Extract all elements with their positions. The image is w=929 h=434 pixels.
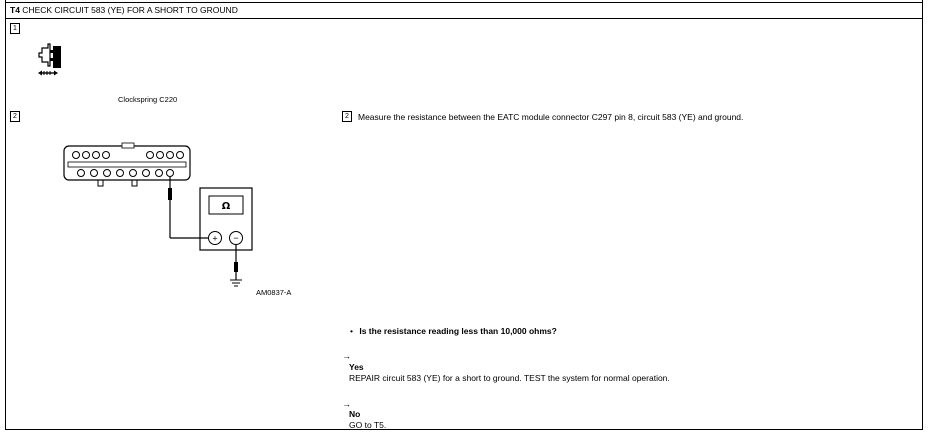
bullet: • — [350, 326, 353, 336]
meter-symbol: Ω — [221, 201, 231, 212]
test-lead — [168, 177, 208, 238]
step-table — [5, 0, 923, 430]
question-text: Is the resistance reading less than 10,000 ohms? — [359, 326, 557, 336]
multimeter-icon — [200, 188, 252, 250]
answer-yes-label: Yes — [349, 362, 364, 372]
answer-no-text: GO to T5. — [349, 420, 387, 430]
instruction-text: Measure the resistance between the EATC module connector C297 pin 8, circuit 583 (YE) and ground. — [358, 112, 744, 122]
ground-icon — [230, 280, 242, 286]
figure-caption: Clockspring C220 — [118, 95, 178, 104]
answer-yes-text: REPAIR circuit 583 (YE) for a short to ground. TEST the system for normal operation. — [349, 373, 670, 383]
step-header — [10, 5, 238, 15]
ground-lead — [234, 244, 238, 280]
step-title: CHECK CIRCUIT 583 (YE) FOR A SHORT TO GROUND — [22, 5, 238, 15]
svg-text:−: − — [233, 233, 239, 243]
header-rule — [6, 18, 922, 19]
multimeter-connector-diagram — [54, 140, 254, 290]
connector-disconnect-icon — [32, 42, 72, 78]
answer-no-label: No — [349, 409, 361, 419]
arrow-icon: → — [342, 399, 351, 409]
top-rule — [6, 2, 922, 3]
figure-code: AM0837-A — [256, 288, 292, 297]
connector-c297 — [64, 143, 190, 186]
go-to-link[interactable]: T5 — [373, 420, 384, 430]
svg-text:+: + — [212, 233, 218, 244]
question — [350, 326, 557, 336]
step-number-box: 2 — [10, 111, 20, 122]
arrow-icon: → — [342, 351, 351, 361]
step-number-box: 1 — [10, 23, 20, 34]
step-id: T4 — [10, 5, 20, 15]
instruction-step-box: 2 — [342, 111, 352, 122]
